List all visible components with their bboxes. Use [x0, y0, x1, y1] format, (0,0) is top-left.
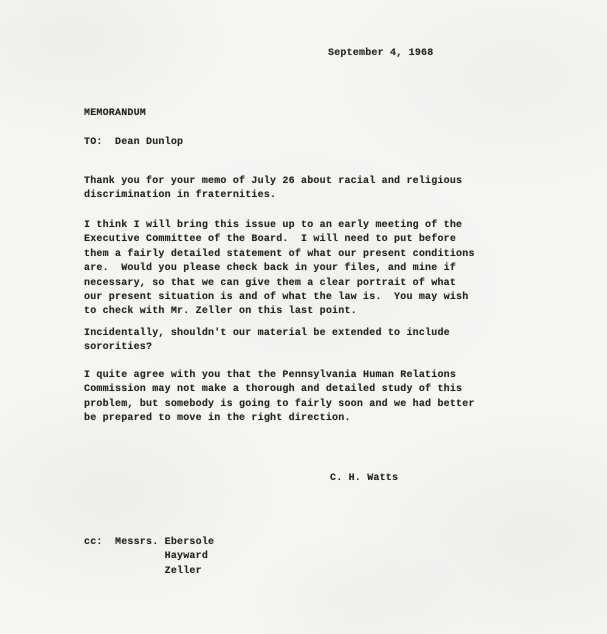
- text-line: problem, but somebody is going to fairly soon and we had better: [84, 398, 475, 410]
- memo-paragraph-2: [84, 219, 475, 320]
- memo-paragraph-1: [84, 175, 462, 204]
- memo-title: MEMORANDUM: [84, 108, 147, 119]
- memo-paragraph-3: [84, 327, 450, 356]
- text-line: I quite agree with you that the Pennsylvania Human Relations: [84, 370, 457, 381]
- text-line: our present situation is and of what the law is. You may wish: [84, 292, 469, 304]
- text-line: are. Would you please check back in your files, and mine if: [84, 263, 457, 275]
- memo-date: September 4, 1968: [328, 48, 434, 59]
- memo-signature: C. H. Watts: [330, 473, 399, 484]
- text-line: Hayward: [84, 551, 209, 563]
- text-line: discrimination in fraternities.: [84, 190, 277, 202]
- text-line: necessary, so that we can give them a clear portrait of what: [84, 277, 457, 289]
- memo-to-line: TO: Dean Dunlop: [84, 137, 184, 148]
- text-line: Commission may not make a thorough and detailed study of this: [84, 384, 463, 396]
- text-line: Executive Committee of the Board. I will need to put before: [84, 234, 457, 246]
- text-line: Zeller: [84, 565, 202, 577]
- text-line: cc: Messrs. Ebersole: [84, 537, 215, 548]
- text-line: to check with Mr. Zeller on this last point.: [84, 306, 357, 318]
- text-line: Incidentally, shouldn't our material be extended to include: [84, 328, 450, 339]
- text-line: them a fairly detailed statement of what our present conditions: [84, 248, 475, 260]
- text-line: sororities?: [84, 342, 153, 354]
- text-line: I think I will bring this issue up to an early meeting of the: [84, 220, 463, 231]
- text-line: be prepared to move in the right direction.: [84, 413, 351, 425]
- memo-paragraph-4: [84, 369, 475, 427]
- memo-cc-block: [84, 536, 214, 579]
- text-line: Thank you for your memo of July 26 about racial and religious: [84, 176, 463, 187]
